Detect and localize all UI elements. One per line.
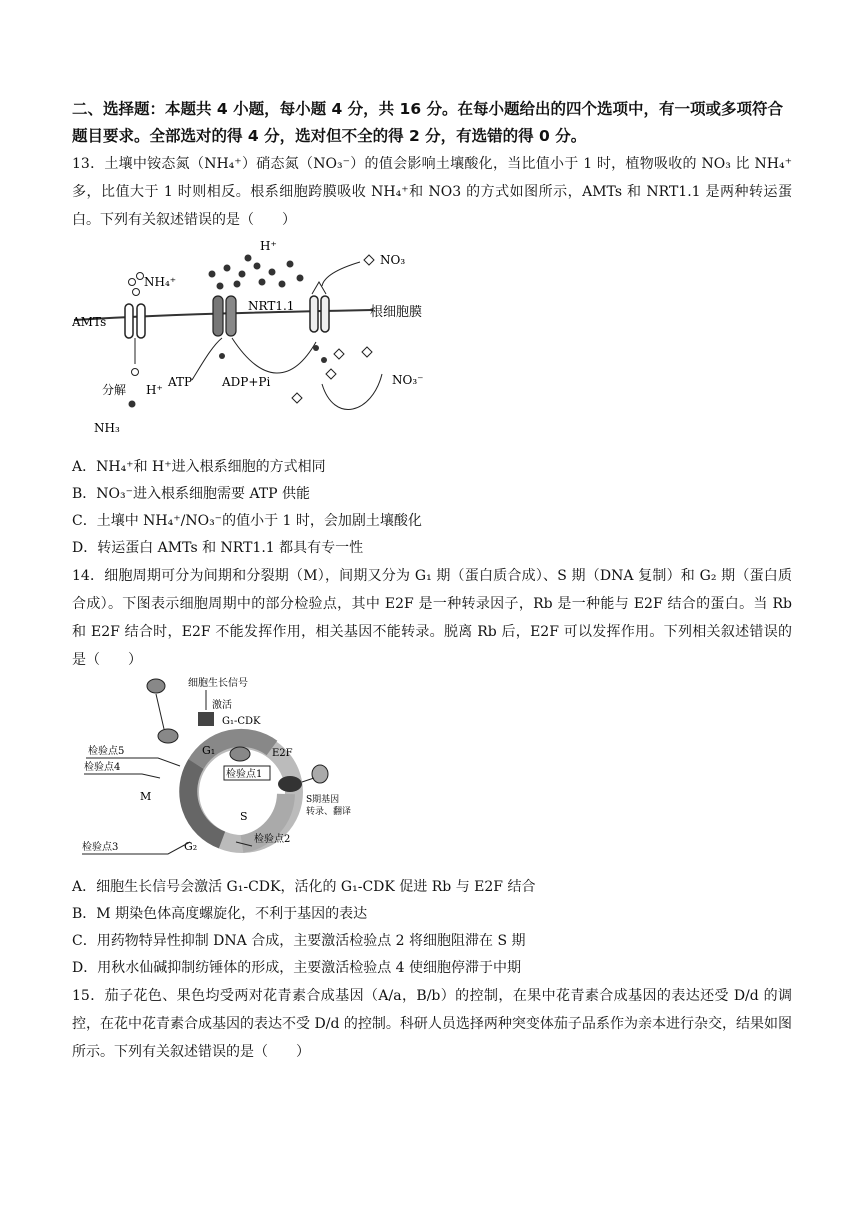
label-s: S (240, 810, 248, 823)
no3-inflow-arrow (322, 262, 360, 286)
rb-blob-1 (147, 679, 165, 693)
label-membrane: 根细胞膜 (370, 305, 423, 320)
q14-option-d: D．用秋水仙碱抑制纺锤体的形成，主要激活检验点 4 使细胞停滞于中期 (72, 960, 522, 976)
q14-figure (72, 674, 792, 874)
label-cp3: 检验点3 (82, 842, 119, 853)
label-atp: ATP (168, 375, 193, 389)
label-signal: 细胞生长信号 (188, 678, 248, 689)
label-sgene2: 转录、翻译 (306, 807, 352, 817)
nh4-symbols (129, 273, 144, 296)
cdk-shape (198, 712, 214, 726)
no3-diamond-top (364, 255, 374, 265)
q15-stem: 15．茄子花色、果色均受两对花青素合成基因（A/a，B/b）的控制，在果中花青素合成基因的表达还受 D/d 的调控，在花中花青素合成基因的表达不受 D/d 的控制。科研人员选择两种突变体茄子品系作为亲本进行杂交，结果如图所示。下列有关叙述错误的是（ ） (72, 988, 792, 1060)
label-g1: G₁ (202, 744, 216, 757)
q13-figure (72, 234, 792, 454)
label-h-bottom: H⁺ (146, 383, 163, 397)
q14-option-b: B．M 期染色体高度螺旋化，不利于基因的表达 (72, 906, 368, 922)
h-cycle-arrow (232, 338, 316, 373)
label-cp5: 检验点5 (88, 746, 125, 757)
q14-stem: 14．细胞周期可分为间期和分裂期（M），间期又分为 G₁ 期（蛋白质合成）、S 期（DNA 复制）和 G₂ 期（蛋白质合成）。下图表示细胞周期中的部分检验点，其中 E2F 是一种转录因子，Rb 是一种能与 E2F 结合的蛋白。当 Rb 和 E2F 结合时，E2F 不能发挥作用，相关基因不能转录。脱离 Rb 后，E2F 可以发挥作用。下列相关叙述错误的是（ ） (72, 568, 792, 668)
q13-option-a: A．NH₄⁺和 H⁺进入根系细胞的方式相同 (72, 459, 326, 475)
label-m: M (140, 790, 152, 803)
cell-cycle-diagram (72, 674, 402, 874)
q13-option-b: B．NO₃⁻进入根系细胞需要 ATP 供能 (72, 486, 311, 502)
exam-page (72, 96, 792, 1066)
label-cp1: 检验点1 (226, 769, 263, 780)
label-h-top: H⁺ (260, 239, 277, 253)
label-sgene1: S期基因 (306, 795, 340, 805)
membrane-transport-diagram (72, 234, 472, 454)
label-nrt: NRT1.1 (248, 299, 295, 313)
q13-option-d: D．转运蛋白 AMTs 和 NRT1.1 都具有专一性 (72, 540, 364, 556)
label-cp2: 检验点2 (254, 834, 291, 845)
atp-arrow (192, 338, 222, 380)
q13-stem: 13．土壤中铵态氮（NH₄⁺）硝态氮（NO₃⁻）的值会影响土壤酸化，当比值小于 1 时，植物吸收的 NO₃ 比 NH₄⁺ 多，比值大于 1 时则相反。根系细胞跨膜吸收 NH₄⁺和 NO3 的方式如图所示，AMTs 和 NRT1.1 是两种转运蛋白。下列有关叙述错误的是（ ） (72, 156, 792, 228)
m-arc (188, 764, 222, 840)
rb-blob-2 (158, 729, 178, 743)
label-no3-bottom: NO₃⁻ (392, 373, 424, 387)
amts-channel (125, 304, 145, 338)
label-no3-top: NO₃ (380, 253, 406, 267)
label-amts: AMTs (72, 315, 107, 329)
label-activate: 激活 (212, 700, 232, 711)
label-adp: ADP+Pi (222, 375, 271, 389)
q14-option-c: C．用药物特异性抑制 DNA 合成，主要激活检验点 2 将细胞阻滞在 S 期 (72, 933, 526, 949)
label-cdk: G₁-CDK (222, 716, 261, 727)
h-ion-dots (209, 255, 304, 290)
s-gene-product (312, 765, 328, 783)
label-nh4: NH₄⁺ (144, 275, 177, 289)
q14-option-a: A．细胞生长信号会激活 G₁-CDK，活化的 G₁-CDK 促进 Rb 与 E2F 结合 (72, 879, 536, 895)
nrt-channel (310, 282, 329, 332)
label-e2f: E2F (272, 748, 293, 759)
q13-option-c: C．土壤中 NH₄⁺/NO₃⁻的值小于 1 时，会加剧土壤酸化 (72, 513, 422, 529)
section-header: 二、选择题：本题共 4 小题，每小题 4 分，共 16 分。在每小题给出的四个选项中，有一项或多项符合题目要求。全部选对的得 4 分，选对但不全的得 2 分，有选错的得 0 分。 (72, 100, 784, 145)
proton-pump (213, 296, 236, 336)
e2f-shape (278, 776, 302, 792)
label-cp4: 检验点4 (84, 762, 121, 773)
label-g2: G₂ (184, 840, 198, 853)
rb-blob-3 (230, 747, 250, 761)
label-nh3: NH₃ (94, 421, 120, 435)
label-decompose: 分解 (102, 383, 127, 397)
